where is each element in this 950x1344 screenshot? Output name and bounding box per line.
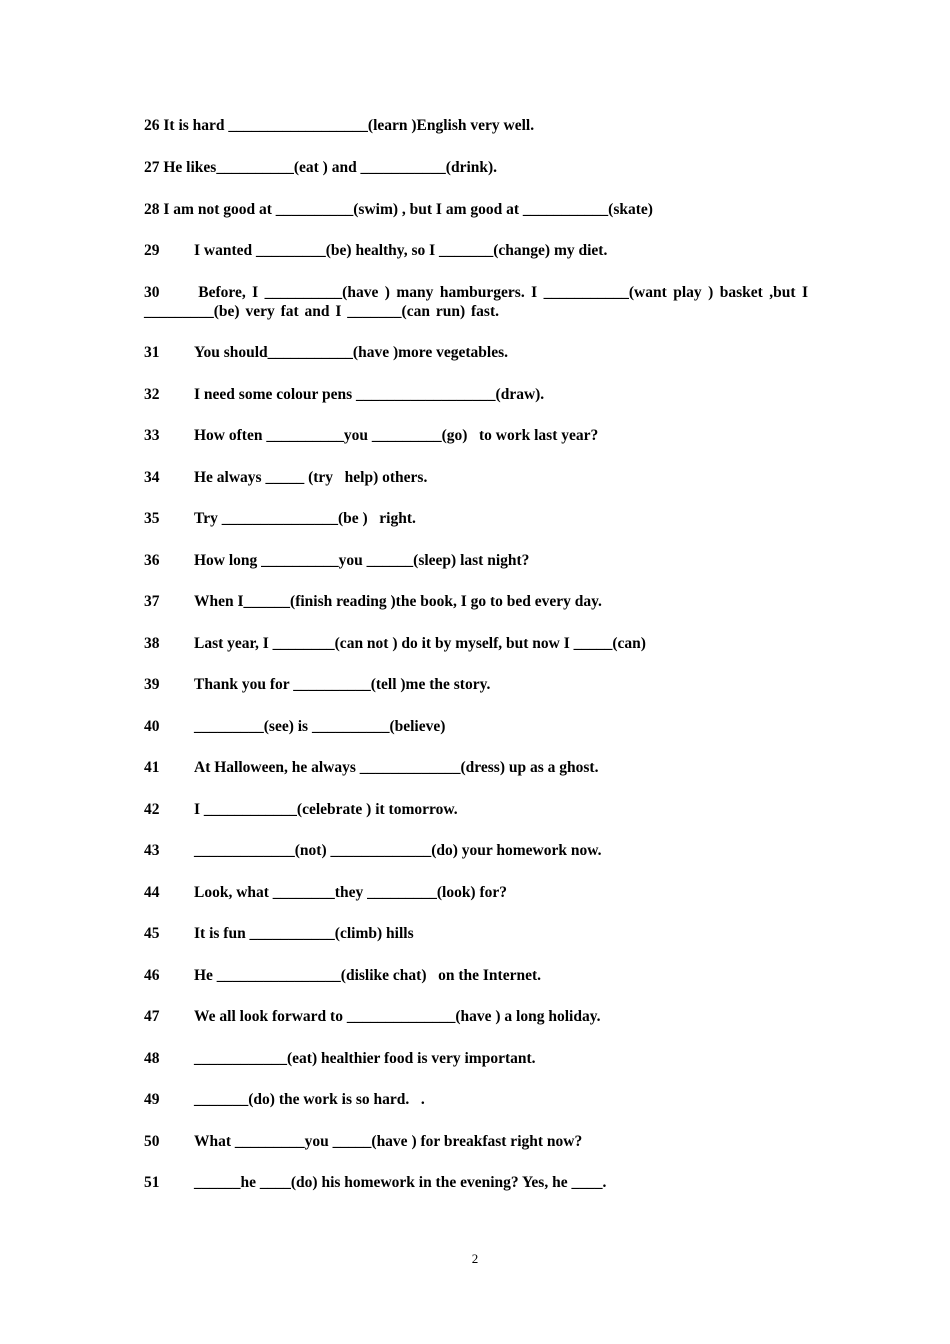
- exercise-40: [144, 717, 808, 736]
- exercise-text: Thank you for __________(tell )me the story.: [194, 676, 491, 693]
- exercise-45: [144, 924, 808, 943]
- exercise-50: [144, 1132, 808, 1151]
- exercise-number: 43: [144, 842, 160, 859]
- exercise-26: 26 It is hard __________________(learn )English very well.: [144, 117, 535, 134]
- exercise-text: I ____________(celebrate ) it tomorrow.: [194, 801, 458, 818]
- exercise-text: _____________(not) _____________(do) your homework now.: [194, 842, 602, 859]
- exercise-number: 39: [144, 676, 160, 693]
- exercise-text: Last year, I ________(can not ) do it by myself, but now I _____(can): [194, 635, 646, 652]
- exercise-38: [144, 634, 808, 653]
- exercise-29: [144, 241, 808, 260]
- exercise-text: How often __________you _________(go) to work last year?: [194, 427, 599, 444]
- exercise-44: [144, 883, 808, 902]
- exercise-47: [144, 1007, 808, 1026]
- exercise-36: [144, 551, 808, 570]
- exercise-number: 41: [144, 759, 160, 776]
- exercise-text: It is fun ___________(climb) hills: [194, 925, 414, 942]
- exercise-32: [144, 385, 808, 404]
- exercise-number: 33: [144, 427, 160, 444]
- exercise-number: 34: [144, 469, 160, 486]
- exercise-37: [144, 592, 808, 611]
- exercise-number: 42: [144, 801, 160, 818]
- exercise-text: You should___________(have )more vegetables.: [194, 344, 509, 361]
- exercise-text: When I______(finish reading )the book, I go to bed every day.: [194, 593, 602, 610]
- exercise-number: 49: [144, 1091, 160, 1108]
- exercise-text: We all look forward to ______________(have ) a long holiday.: [194, 1008, 601, 1025]
- exercise-number: 30: [144, 284, 160, 301]
- exercise-43: [144, 841, 808, 860]
- exercise-42: [144, 800, 808, 819]
- exercise-text: I need some colour pens __________________(draw).: [194, 386, 545, 403]
- page-number: 2: [471, 1251, 479, 1266]
- exercise-text: He ________________(dislike chat) on the Internet.: [194, 967, 542, 984]
- exercise-text: ____________(eat) healthier food is very important.: [194, 1050, 536, 1067]
- exercise-text: How long __________you ______(sleep) last night?: [194, 552, 530, 569]
- exercise-33: [144, 426, 808, 445]
- exercise-text: _______(do) the work is so hard. .: [194, 1091, 425, 1108]
- exercise-text: Before, I __________(have ) many hamburgers. I ___________(want play ) basket ,but I _________(be) very fat and I _______(can run) fast.: [144, 284, 809, 320]
- exercise-39: [144, 675, 808, 694]
- exercise-text: Look, what ________they _________(look) for?: [194, 884, 508, 901]
- exercise-number: 50: [144, 1133, 160, 1150]
- exercise-number: 40: [144, 718, 160, 735]
- exercise-number: 32: [144, 386, 160, 403]
- exercise-text: ______he ____(do) his homework in the evening? Yes, he ____.: [194, 1174, 607, 1191]
- exercise-34: [144, 468, 808, 487]
- exercise-49: [144, 1090, 808, 1109]
- exercise-text: What _________you _____(have ) for breakfast right now?: [194, 1133, 583, 1150]
- exercise-48: [144, 1049, 808, 1068]
- exercise-text: At Halloween, he always _____________(dress) up as a ghost.: [194, 759, 599, 776]
- exercise-number: 36: [144, 552, 160, 569]
- exercise-30: [144, 283, 808, 321]
- exercise-number: 35: [144, 510, 160, 527]
- exercise-35: [144, 509, 808, 528]
- exercise-41: [144, 758, 808, 777]
- exercise-number: 47: [144, 1008, 160, 1025]
- exercise-31: [144, 343, 808, 362]
- exercise-number: 44: [144, 884, 160, 901]
- exercise-number: 48: [144, 1050, 160, 1067]
- exercise-27: 27 He likes__________(eat ) and ___________(drink).: [144, 159, 498, 176]
- exercise-text: I wanted _________(be) healthy, so I _______(change) my diet.: [194, 242, 608, 259]
- exercise-text: He always _____ (try help) others.: [194, 469, 428, 486]
- exercise-number: 37: [144, 593, 160, 610]
- exercise-number: 46: [144, 967, 160, 984]
- exercise-number: 29: [144, 242, 160, 259]
- exercise-text: _________(see) is __________(believe): [194, 718, 446, 735]
- exercise-28: 28 I am not good at __________(swim) , but I am good at ___________(skate): [144, 201, 653, 218]
- exercise-number: 31: [144, 344, 160, 361]
- exercise-number: 51: [144, 1174, 160, 1191]
- exercise-number: 45: [144, 925, 160, 942]
- exercise-51: [144, 1173, 808, 1192]
- exercise-number: 38: [144, 635, 160, 652]
- exercise-46: [144, 966, 808, 985]
- exercise-text: Try _______________(be ) right.: [194, 510, 416, 527]
